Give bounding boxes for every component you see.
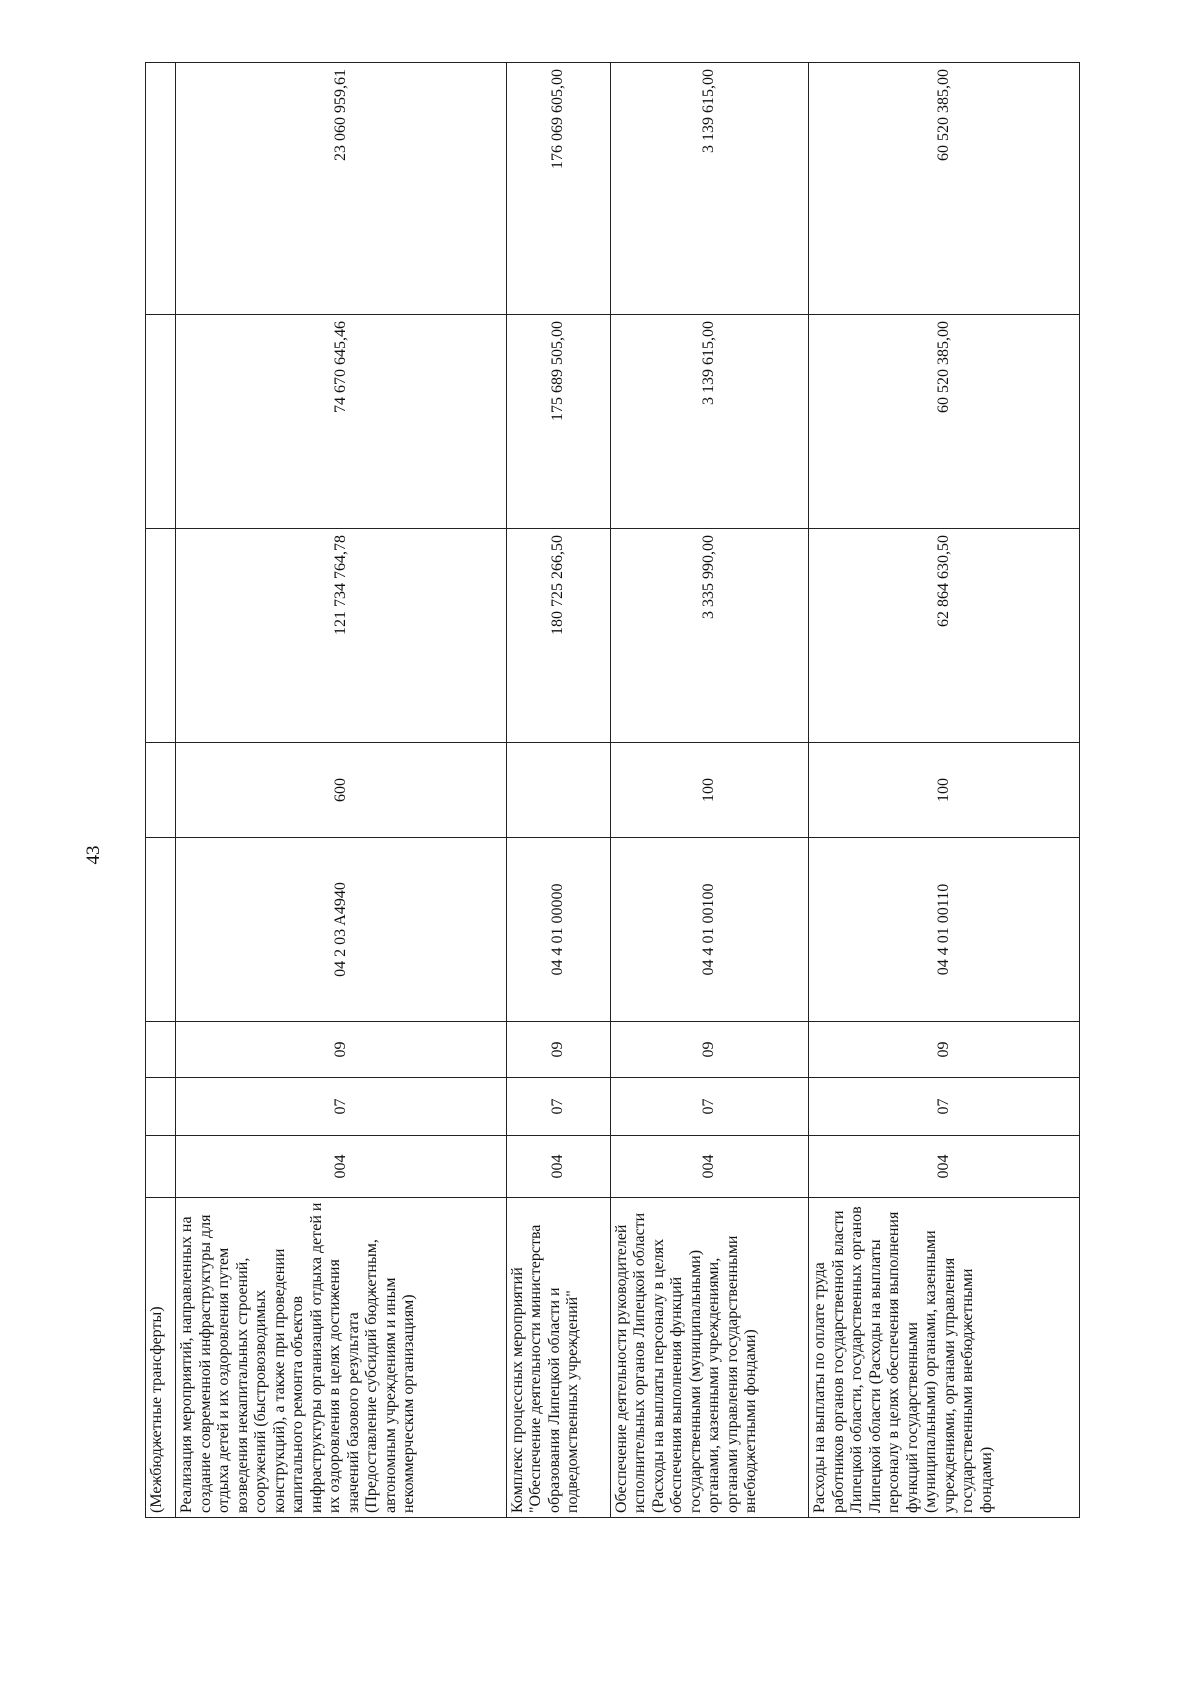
expense-type-cell: 600: [176, 743, 507, 838]
sum-year2-cell: 175 689 505,00: [506, 315, 610, 529]
row-name-cell: Обеспечение деятельности руководителей исполнительных органов Липецкой области (Расходы на выплаты персоналу в целях обеспечения выполнения функций государственными (муниципальными) органами, казенными учреждениями, органами управления государственными внебюджетными фондами): [610, 1198, 808, 1518]
admin-code-cell: 004: [809, 1136, 1080, 1198]
sum-year3-cell: 176 069 605,00: [506, 63, 610, 315]
section-cell: [146, 1078, 176, 1136]
sum-year1-cell: [146, 529, 176, 743]
subsection-cell: [146, 1022, 176, 1078]
table-row: [809, 63, 1080, 1518]
expense-type-cell: [146, 743, 176, 838]
sum-year3-cell: 23 060 959,61: [176, 63, 507, 315]
sum-year3-cell: [146, 63, 176, 315]
target-article-cell: 04 4 01 00110: [809, 838, 1080, 1022]
admin-code-cell: [146, 1136, 176, 1198]
expense-type-cell: [506, 743, 610, 838]
sum-year1-cell: 3 335 990,00: [610, 529, 808, 743]
sum-year2-cell: [146, 315, 176, 529]
admin-code-cell: 004: [610, 1136, 808, 1198]
row-name-cell: Расходы на выплаты по оплате труда работников органов государственной власти Липецкой области, государственных органов Липецкой области (Расходы на выплаты персоналу в целях обеспечения выполнения функций государственными (муниципальными) органами, казенными учреждениями, органами управления государственными внебюджетными фондами): [809, 1198, 1080, 1518]
budget-table: [145, 62, 1080, 1518]
subsection-cell: 09: [809, 1022, 1080, 1078]
section-cell: 07: [176, 1078, 507, 1136]
section-cell: 07: [506, 1078, 610, 1136]
table-row: [146, 63, 176, 1518]
target-article-cell: 04 4 01 00100: [610, 838, 808, 1022]
sum-year3-cell: 3 139 615,00: [610, 63, 808, 315]
sum-year1-cell: 62 864 630,50: [809, 529, 1080, 743]
admin-code-cell: 004: [506, 1136, 610, 1198]
target-article-cell: 04 2 03 A4940: [176, 838, 507, 1022]
section-cell: 07: [809, 1078, 1080, 1136]
sum-year1-cell: 121 734 764,78: [176, 529, 507, 743]
admin-code-cell: 004: [176, 1136, 507, 1198]
table-row: [176, 63, 507, 1518]
subsection-cell: 09: [610, 1022, 808, 1078]
section-cell: 07: [610, 1078, 808, 1136]
row-name-cell: Реализация мероприятий, направленных на создание современной инфраструктуры для отдыха детей и их оздоровления путем возведения некапитальных строений, сооружений (быстровозводимых конструкций), а также при проведении капитального ремонта объектов инфраструктуры организаций отдыха детей и их оздоровления в целях достижения значений базового результата (Предоставление субсидий бюджетным, автономным учреждениям и иным некоммерческим организациям): [176, 1198, 507, 1518]
subsection-cell: 09: [176, 1022, 507, 1078]
sum-year2-cell: 60 520 385,00: [809, 315, 1080, 529]
sum-year2-cell: 74 670 645,46: [176, 315, 507, 529]
expense-type-cell: 100: [610, 743, 808, 838]
sum-year1-cell: 180 725 266,50: [506, 529, 610, 743]
rotated-table-wrapper: [145, 63, 1080, 1518]
target-article-cell: [146, 838, 176, 1022]
table-row: [610, 63, 808, 1518]
page-number: 43: [83, 845, 104, 865]
sum-year2-cell: 3 139 615,00: [610, 315, 808, 529]
table-row: [506, 63, 610, 1518]
target-article-cell: 04 4 01 00000: [506, 838, 610, 1022]
expense-type-cell: 100: [809, 743, 1080, 838]
row-name-cell: Комплекс процессных мероприятий "Обеспечение деятельности министерства образования Липецкой области и подведомственных учреждений": [506, 1198, 610, 1518]
sum-year3-cell: 60 520 385,00: [809, 63, 1080, 315]
row-name-cell: (Межбюджетные трансферты): [146, 1198, 176, 1518]
subsection-cell: 09: [506, 1022, 610, 1078]
